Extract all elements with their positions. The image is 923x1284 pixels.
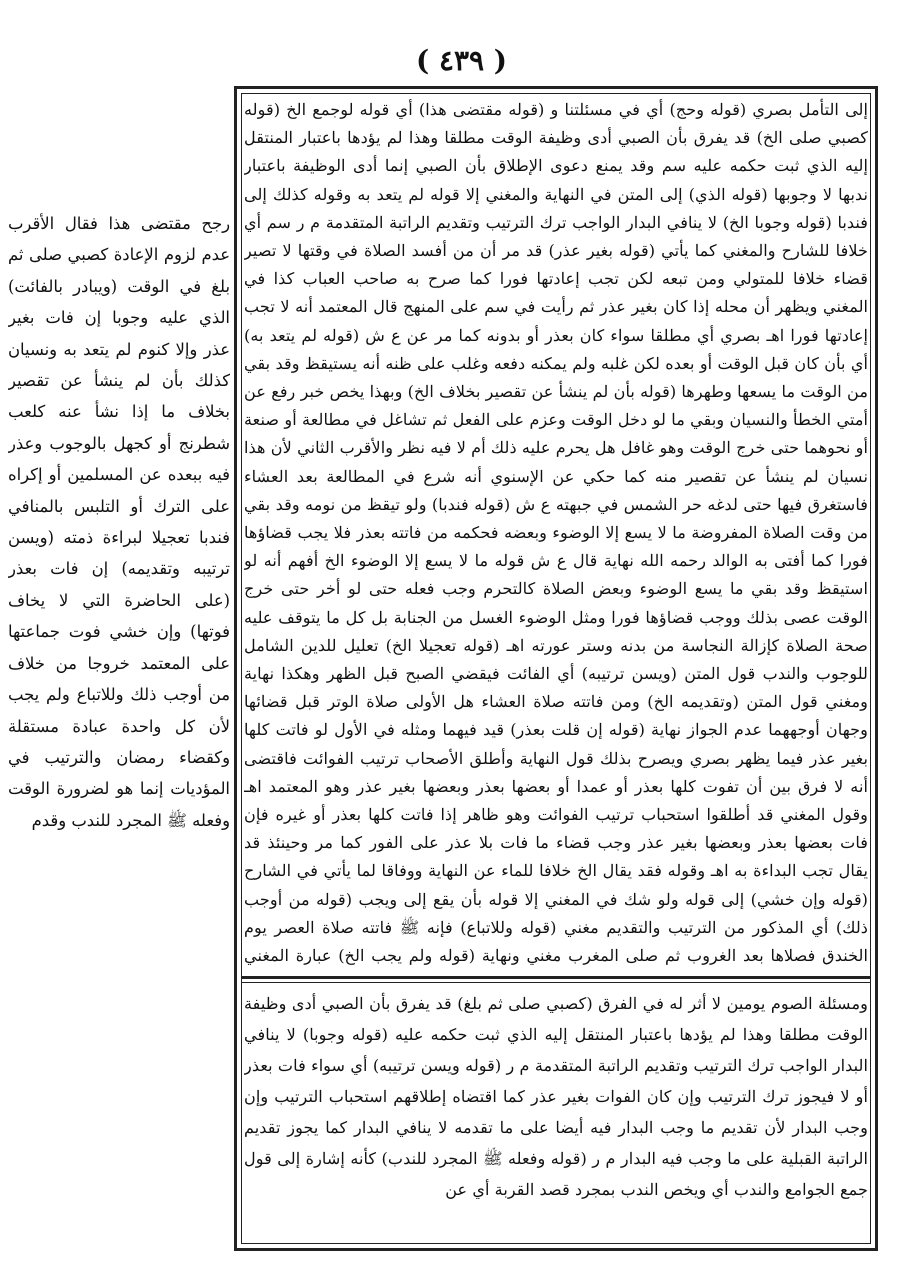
commentary-upper-block bbox=[244, 96, 868, 972]
commentary-lower-text: ومسئلة الصوم يومين لا أثر له في الفرق (كصبي صلى ثم بلغ) قد يفرق بأن الصبي أدى وظيفة الوقت مطلقا وهذا لم يؤدها باعتبار المنتقل إليه الذي ثبت حكمه عليه (قوله وجوبا) لا ينافي البدار الواجب ترك الترتيب وتقديم الراتبة المتقدمة م ر (قوله ويسن ترتيبه) أي سواء فات بعذر أو لا فيجوز ترك الترتيب وإن كان الفوات بغير عذر كما اقتضاه إطلاقهم استحباب الترتيب وإن وجب البدار لأن تقديم ما وجب البدار فيه أيضا على ما تقدمه لا ينافي البدار كما يجوز تقديم الراتبة القبلية على ما وجب فيه البدار م ر (قوله وفعله ﷺ المجرد للندب) كأنه إشارة إلى قول جمع الجوامع والندب أي ويخص الندب بمجرد قصد القربة أي عن bbox=[244, 994, 868, 1199]
page-number: ( ٤٣٩ ) bbox=[415, 44, 508, 77]
section-divider-thick bbox=[241, 976, 871, 979]
margin-main-text bbox=[8, 208, 230, 1088]
commentary-lower-block bbox=[244, 988, 868, 1240]
margin-main-text-body: رجح مقتضى هذا فقال الأقرب عدم لزوم الإعادة كصبي صلى ثم بلغ في الوقت (ويبادر بالفائت) الذي عليه وجوبا إن فات بغير عذر وإلا كنوم لم يتعد به ونسيان كذلك بأن لم ينشأ عن تقصير بخلاف ما إذا نشأ عنه كلعب شطرنج أو كجهل بالوجوب وعذر فيه ببعده عن المسلمين أو إكراه على الترك أو التلبس بالمنافي فندبا تعجيلا لبراءة ذمته (ويسن ترتيبه وتقديمه) إن فات بعذر (على الحاضرة التي لا يخاف فوتها) وإن خشي فوت جماعتها على المعتمد خروجا من خلاف من أوجب ذلك وللاتباع ولم يجب لأن كل واحدة عبادة مستقلة وكقضاء رمضان والترتيب في المؤديات إنما هو لضرورة الوقت وفعله ﷺ المجرد للندب وقدم bbox=[8, 214, 230, 830]
commentary-upper-text: إلى التأمل بصري (قوله وحج) أي في مسئلتنا و (قوله مقتضى هذا) أي قوله لوجمع الخ (قوله كصبي صلى الخ) قد يفرق بأن الصبي أدى وظيفة الوقت مطلقا وهذا لم يؤدها باعتبار المنتقل إليه الذي ثبت حكمه عليه سم وقد يمنع دعوى الإطلاق بأن الصبي إنما أدى الوظيفة باعتبار ندبها لا وجوبها (قوله الذي) إلى المتن في النهاية والمغني إلا قوله لم يتعد به وقوله كذلك إلى فندبا (قوله وجوبا الخ) لا ينافي البدار الواجب ترك الترتيب وتقديم الراتبة المتقدمة م ر سم أي خلافا للشارح والمغني كما يأتي (قوله بغير عذر) قد مر أن من أفسد الصلاة في وقتها لا تصير قضاء خلافا للمتولي ومن تبعه لكن تجب إعادتها فورا كما صرح به صاحب العباب كذا في المغني ويظهر أن محله إذا كان بغير عذر ثم رأيت في سم على المنهج قال المعتمد أنه لا تجب إعادتها فورا اهـ بصري أي مطلقا سواء كان بعذر أو بدونه كما مر عن ع ش (قوله لم يتعد به) أي بأن كان قبل الوقت أو بعده لكن غلبه ولم يمكنه دفعه وغلب على ظنه أنه يستيقظ وقد بقي من الوقت ما يسعها وطهرها (قوله بأن لم ينشأ عن تقصير بخلاف الخ) وبهذا يخص خبر رفع عن أمتي الخطأ والنسيان وبقي ما لو دخل الوقت وعزم على الفعل ثم تشاغل في مطالعة أو صنعة أو نحوهما حتى خرج الوقت وهو غافل هل يحرم عليه ذلك أم لا فيه نظر والأقرب الثاني لأن هذا نسيان لم ينشأ عن تقصير منه كما حكي عن الإسنوي أنه شرع في المطالعة بعد العشاء فاستغرق فيها حتى لدغه حر الشمس في جبهته ع ش (قوله فندبا) ولو تيقظ من نومه وقد بقي من وقت الصلاة المفروضة ما لا يسع إلا الوضوء وبعضه فحكمه من فاتته بعذر فلا يجب قضاؤها فورا كما أفتى به الوالد رحمه الله نهاية قال ع ش قوله ما لا يسع إلا الوضوء الخ أفهم أنه لو استيقظ وقد بقي ما يسع الوضوء وبعض الصلاة كالتحرم وجب فعله حتى لو أخر حتى خرج الوقت عصى بذلك ووجب قضاؤها فورا ومثل الوضوء الغسل من الجنابة بل كل ما يتوقف عليه صحة الصلاة كإزالة النجاسة من بدنه وستر عورته اهـ (قوله تعجيلا الخ) تعليل للدين الشامل للوجوب والندب قول المتن (ويسن ترتيبه) أي الفائت فيقضي الصبح قبل الظهر وهكذا نهاية ومغني قول المتن (وتقديمه الخ) ومن فاتته صلاة العشاء هل الأولى صلاة الوتر قبل قضائها وجهان أوجههما عدم الجواز نهاية (قوله إن قلت بعذر) قيد فيهما ومثله في الأول لو فاتت كلها بغير عذر فيما يظهر بصري ويصرح بذلك قول النهاية وأطلق الأصحاب ترتيب الفوائت فاقتضى أنه لا فرق بين أن تفوت كلها بعذر أو عمدا أو بعضها بعذر وبعضها بغير عذر وهو المعتمد اهـ وقول المغني قد أطلقوا استحباب ترتيب الفوائت وهو ظاهر إذا فاتت كلها بعذر أو غيره فإن فات بعضها بعذر وبعضها بغير عذر وجب قضاء ما فات بلا عذر على الفور كما مر وحينئذ قد يقال تجب البداءة به اهـ وقوله فقد يقال الخ خلافا للماء عن النهاية ووفاقا لما يأتي في الشارح (قوله وإن خشي) إلى قوله ولو شك في المغني إلا قوله بأن يقع إلى ويجب (قوله من أوجب ذلك) أي المذكور من الترتيب والتقديم مغني (قوله وللاتباع) فإنه ﷺ فاتته صلاة العصر يوم الخندق فصلاها بعد الغروب ثم صلى المغرب مغني ونهاية (قوله ولم يجب الخ) عبارة المغني bbox=[244, 100, 868, 966]
section-divider-thin bbox=[241, 982, 871, 983]
